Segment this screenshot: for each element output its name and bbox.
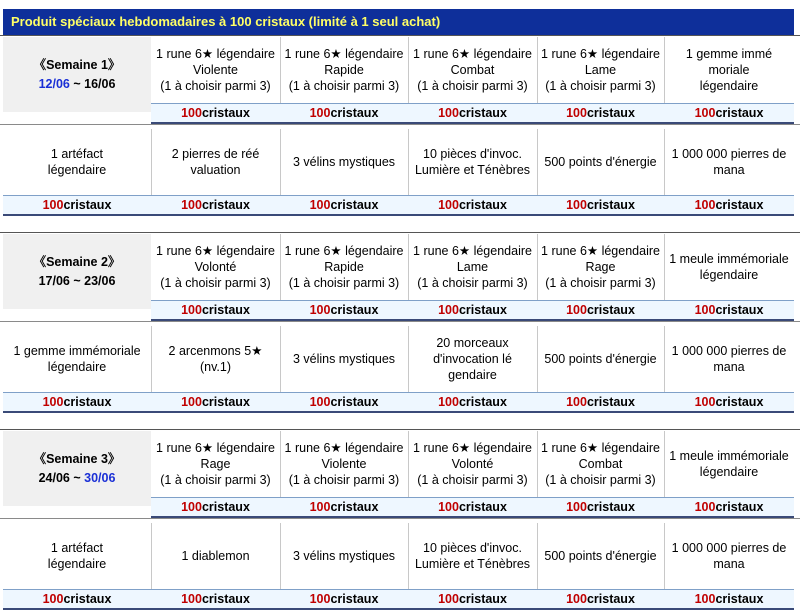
price-unit: cristaux: [586, 500, 635, 514]
offer-item: 1 rune 6★ légendaire Volonté (1 à choisir parmi 3): [413, 441, 532, 487]
price-cell: [280, 195, 408, 216]
price-amount: 100: [438, 592, 459, 606]
column-divider: [537, 234, 538, 300]
offer-item: 1 rune 6★ légendaire Violente (1 à choisir parmi 3): [156, 47, 275, 93]
column-divider: [408, 326, 409, 392]
price-unit: cristaux: [715, 592, 764, 606]
column-divider: [151, 129, 152, 195]
offer-item: 10 pièces d'invoc. Lumière et Ténèbres: [414, 541, 531, 571]
week-label-cell: [3, 37, 151, 112]
offer-item: 1 rune 6★ légendaire Combat (1 à choisir parmi 3): [541, 441, 660, 487]
price-cell: [408, 497, 537, 518]
price-unit: cristaux: [586, 592, 635, 606]
column-divider: [664, 523, 665, 589]
offer-item: 1 gemme immé moriale légendaire: [685, 47, 773, 93]
date-part: 24/06 ~: [38, 470, 85, 485]
price-unit: cristaux: [715, 106, 764, 120]
offer-item: 1 000 000 pierres de mana: [671, 147, 787, 177]
offer-item: 1 rune 6★ légendaire Rage (1 à choisir parmi 3): [541, 244, 660, 290]
offer-item: 500 points d'énergie: [544, 155, 657, 169]
price-amount: 100: [694, 395, 716, 409]
column-divider: [664, 234, 665, 300]
price-unit: cristaux: [330, 592, 379, 606]
price-cell: [408, 195, 537, 216]
offer-item: 3 vélins mystiques: [292, 549, 396, 563]
price-amount: 100: [438, 500, 459, 514]
price-cell: [408, 103, 537, 124]
offer-item: 1 artéfact légendaire: [47, 541, 107, 571]
price-unit: cristaux: [201, 303, 250, 317]
price-cell: [664, 300, 794, 321]
row-divider: [0, 35, 800, 36]
column-divider: [537, 523, 538, 589]
week-label: 《Semaine 3》: [33, 451, 121, 466]
offer-item: 1 artéfact légendaire: [47, 147, 107, 177]
column-divider: [664, 37, 665, 103]
price-amount: 100: [438, 106, 459, 120]
price-unit: cristaux: [330, 198, 379, 212]
price-amount: 100: [181, 592, 202, 606]
week-dates: [39, 272, 116, 291]
week-label-cell: [3, 431, 151, 506]
price-cell: [151, 497, 280, 518]
column-divider: [664, 326, 665, 392]
price-unit: cristaux: [330, 500, 379, 514]
offer-item: 2 arcenmons 5★ (nv.1): [168, 344, 263, 374]
column-divider: [408, 234, 409, 300]
price-cell: [151, 103, 280, 124]
price-cell: [537, 497, 664, 518]
column-divider: [408, 129, 409, 195]
price-unit: cristaux: [458, 500, 507, 514]
column-divider: [664, 129, 665, 195]
price-amount: 100: [694, 303, 716, 317]
offer-item: 1 diablemon: [181, 549, 250, 563]
offer-item: 500 points d'énergie: [544, 549, 657, 563]
price-unit: cristaux: [330, 106, 379, 120]
price-amount: 100: [309, 303, 331, 317]
row-divider: [0, 232, 800, 233]
price-amount: 100: [694, 500, 716, 514]
column-divider: [280, 234, 281, 300]
price-amount: 100: [181, 198, 202, 212]
date-part: ~ 16/06: [69, 76, 116, 91]
price-unit: cristaux: [458, 303, 507, 317]
price-unit: cristaux: [715, 500, 764, 514]
price-cell: [280, 300, 408, 321]
row-divider: [0, 321, 800, 322]
price-cell: [280, 392, 408, 413]
week-label-cell: [3, 234, 151, 309]
week-block: [3, 234, 794, 413]
offer-item: 1 rune 6★ légendaire Violente (1 à choisir parmi 3): [284, 441, 404, 487]
price-cell: [151, 392, 280, 413]
week-block: [3, 37, 794, 216]
row-divider: [0, 124, 800, 125]
offer-item: 1 rune 6★ légendaire Volonté (1 à choisir parmi 3): [156, 244, 275, 290]
price-cell: [408, 300, 537, 321]
offer-item: 1 meule immémoriale légendaire: [669, 252, 789, 282]
offer-item: 1 rune 6★ légendaire Lame (1 à choisir parmi 3): [413, 244, 532, 290]
price-amount: 100: [566, 395, 587, 409]
offer-item: 10 pièces d'invoc. Lumière et Ténèbres: [414, 147, 531, 177]
offer-item: 1 gemme immémoriale légendaire: [13, 344, 141, 374]
week-label: 《Semaine 2》: [33, 254, 121, 269]
price-amount: 100: [438, 198, 459, 212]
column-divider: [537, 326, 538, 392]
offer-item: 1 000 000 pierres de mana: [671, 344, 787, 374]
price-cell: [664, 103, 794, 124]
price-amount: 100: [566, 500, 587, 514]
price-amount: 100: [566, 592, 587, 606]
price-amount: 100: [42, 592, 64, 606]
price-unit: cristaux: [201, 395, 250, 409]
price-cell: [280, 497, 408, 518]
column-divider: [151, 326, 152, 392]
column-divider: [280, 326, 281, 392]
offer-item: 1 rune 6★ légendaire Lame (1 à choisir parmi 3): [541, 47, 660, 93]
price-unit: cristaux: [586, 303, 635, 317]
week-block: [3, 431, 794, 610]
price-unit: cristaux: [63, 592, 112, 606]
column-divider: [280, 129, 281, 195]
column-divider: [280, 37, 281, 103]
price-amount: 100: [42, 198, 64, 212]
price-amount: 100: [694, 592, 716, 606]
price-unit: cristaux: [330, 395, 379, 409]
price-amount: 100: [566, 198, 587, 212]
price-unit: cristaux: [715, 303, 764, 317]
price-amount: 100: [181, 395, 202, 409]
price-cell: [537, 103, 664, 124]
price-cell: [664, 589, 794, 610]
date-part: 12/06: [38, 76, 70, 91]
price-cell: [280, 589, 408, 610]
column-divider: [280, 523, 281, 589]
price-cell: [3, 392, 151, 413]
price-amount: 100: [566, 303, 587, 317]
week-dates: [39, 469, 116, 488]
price-unit: cristaux: [458, 198, 507, 212]
price-unit: cristaux: [63, 198, 112, 212]
price-cell: [537, 300, 664, 321]
price-unit: cristaux: [201, 198, 250, 212]
page-title: Produit spéciaux hebdomadaires à 100 cristaux (limité à 1 seul achat): [3, 9, 794, 35]
column-divider: [408, 431, 409, 497]
price-cell: [537, 392, 664, 413]
offer-item: 1 rune 6★ légendaire Rapide (1 à choisir parmi 3): [284, 47, 404, 93]
offer-item: 1 000 000 pierres de mana: [671, 541, 787, 571]
price-amount: 100: [309, 592, 331, 606]
row-divider: [0, 518, 800, 519]
price-unit: cristaux: [458, 592, 507, 606]
price-amount: 100: [438, 395, 459, 409]
price-cell: [280, 103, 408, 124]
column-divider: [537, 37, 538, 103]
price-amount: 100: [181, 106, 202, 120]
price-cell: [664, 195, 794, 216]
price-unit: cristaux: [586, 395, 635, 409]
price-cell: [151, 195, 280, 216]
offer-item: 500 points d'énergie: [544, 352, 657, 366]
row-divider: [0, 429, 800, 430]
price-cell: [537, 195, 664, 216]
offer-item: 20 morceaux d'invocation lé gendaire: [433, 336, 512, 382]
price-cell: [537, 589, 664, 610]
offer-item: 1 rune 6★ légendaire Rapide (1 à choisir parmi 3): [284, 244, 404, 290]
column-divider: [664, 431, 665, 497]
offer-item: 1 meule immémoriale légendaire: [669, 449, 789, 479]
week-label: 《Semaine 1》: [33, 57, 121, 72]
price-amount: 100: [566, 106, 587, 120]
column-divider: [151, 523, 152, 589]
price-unit: cristaux: [201, 500, 250, 514]
price-amount: 100: [309, 500, 331, 514]
price-unit: cristaux: [715, 198, 764, 212]
price-unit: cristaux: [586, 106, 635, 120]
column-divider: [537, 129, 538, 195]
price-cell: [151, 300, 280, 321]
price-amount: 100: [694, 198, 716, 212]
price-unit: cristaux: [201, 592, 250, 606]
price-amount: 100: [438, 303, 459, 317]
price-unit: cristaux: [458, 106, 507, 120]
price-unit: cristaux: [586, 198, 635, 212]
offer-item: 3 vélins mystiques: [292, 155, 396, 169]
offer-item: 1 rune 6★ légendaire Combat (1 à choisir parmi 3): [413, 47, 532, 93]
price-amount: 100: [309, 106, 331, 120]
price-unit: cristaux: [458, 395, 507, 409]
price-cell: [3, 195, 151, 216]
price-cell: [664, 392, 794, 413]
column-divider: [408, 523, 409, 589]
price-cell: [408, 589, 537, 610]
price-amount: 100: [42, 395, 64, 409]
price-amount: 100: [309, 395, 331, 409]
price-amount: 100: [309, 198, 331, 212]
offer-item: 1 rune 6★ légendaire Rage (1 à choisir parmi 3): [156, 441, 275, 487]
column-divider: [408, 37, 409, 103]
date-part: 17/06 ~ 23/06: [38, 273, 116, 288]
price-cell: [151, 589, 280, 610]
price-amount: 100: [181, 500, 202, 514]
column-divider: [537, 431, 538, 497]
price-unit: cristaux: [63, 395, 112, 409]
offer-item: 2 pierres de réé valuation: [171, 147, 260, 177]
price-unit: cristaux: [330, 303, 379, 317]
week-dates: [39, 75, 116, 94]
price-unit: cristaux: [715, 395, 764, 409]
price-cell: [408, 392, 537, 413]
price-cell: [3, 589, 151, 610]
column-divider: [280, 431, 281, 497]
price-unit: cristaux: [201, 106, 250, 120]
offer-item: 3 vélins mystiques: [292, 352, 396, 366]
price-amount: 100: [181, 303, 202, 317]
price-cell: [664, 497, 794, 518]
date-part: 30/06: [84, 470, 116, 485]
price-amount: 100: [694, 106, 716, 120]
